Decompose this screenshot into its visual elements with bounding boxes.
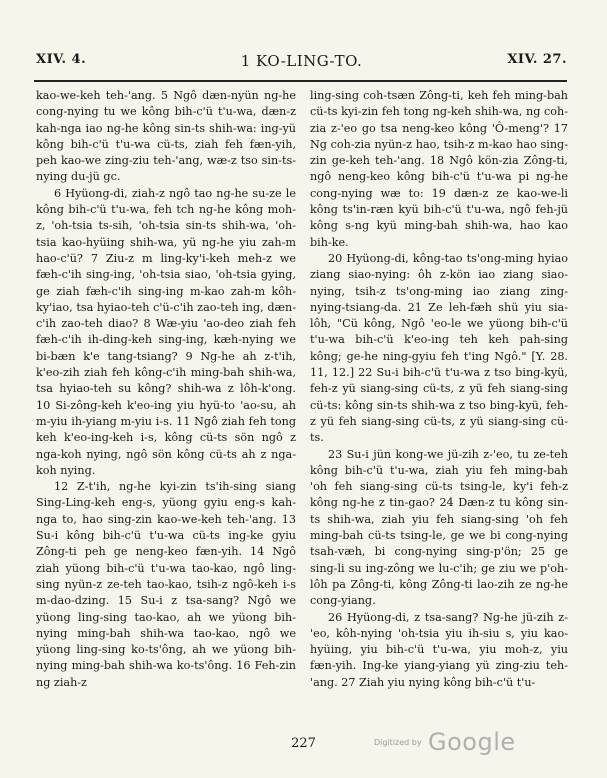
paragraph: 26 Hyüong-di, z tsa-sang? Ng-he jü-zih z-'eo, kôh-nying 'oh-tsia yiu ih-siu s, yiu kao-hyüing, yiu bih-c'ü t'u-wa, yiu moh-z, yiu fæn-yih. Ing-ke yiang-yiang yü zing-ziu teh-'ang. 27 Ziah yiu nying kông bih-c'ü t'u- [310, 610, 568, 689]
paragraph: 20 Hyüong-di, kông-tao ts'ong-ming hyiao ziang siao-nying: ôh z-kön iao ziang siao-nying, tsih-z ts'ong-ming iao ziang zing-nying-tsiang-da. 21 Ze leh-fæh shü yiu sia-lôh, "Cü kông, Ngô 'eo-le we yüong bih-c'ü t'u-wa bih-c'ü k'eo-ing teh keh pah-sing kông; ge-he ning-gyiu feh t'ing Ngô." [Y. 28. 11, 12.] 22 Su-i bih-c'ü t'u-wa z tso bing-kyü, feh-z yü siang-sing cü-ts, z yü feh siang-sing cü-ts: kông sin-ts shih-wa z tso bing-kyü, feh-z yü feh siang-sing cü-ts, z yü siang-sing cü-ts. [310, 251, 568, 445]
paragraph: ling-sing coh-tsæn Zông-ti, keh feh ming-bah cü-ts kyi-zin feh tong ng-keh shih-wa, ng coh-zia z-'eo go tsa neng-keo kông 'Ô-meng'? 17 Ng coh-zia nyün-z hao, tsih-z m-kao hao sing-zin ge-keh teh-'ang. 18 Ngô kön-zia Zông-ti, ngô neng-keo kông bih-c'ü t'u-wa pi ng-he cong-nying wæ to: 19 dæn-z ze kao-we-li kông ts'in-ræn kyü bih-c'ü t'u-wa, ngô feh-jü kông s-ng kyü ming-bah shih-wa, hao kao bih-ke. [310, 89, 568, 249]
header-book-title: 1 KO-LING-TO. [240, 52, 363, 70]
running-header [36, 52, 567, 74]
right-column [310, 88, 568, 691]
header-rule [34, 80, 567, 82]
paragraph: 23 Su-i jün kong-we jü-zih z-'eo, tu ze-teh kông bih-c'ü t'u-wa, ziah yiu feh ming-bah 'oh feh siang-sing cü-ts tsing-le, ky'i feh-z kông ng-he z tin-gao? 24 Dæn-z tu kông sin-ts shih-wa, ziah yiu feh siang-sing 'oh feh ming-bah cü-ts tsing-le, ge we bi cong-nying tsah-væh, bi cong-nying sing-p'ön; 25 ge sing-li su ing-zông we lu-c'ih; ge ziu we p'oh-lôh pa Zông-ti, kông Zông-ti lao-zih ze ng-he cong-yiang. [310, 447, 568, 608]
paragraph: kao-we-keh teh-'ang. 5 Ngô dæn-nyün ng-he cong-nying tu we kông bih-c'ü t'u-wa, dæn-z kah-nga iao ng-he kông sin-ts shih-wa: ing-yü kông bih-c'ü t'u-wa cü-ts, ziah feh fæn-yih, peh kao-we zing-ziu teh-'ang, wæ-z tso sin-ts-nying du-jü gc. [36, 89, 296, 184]
header-chapter-end: XIV. 27. [507, 52, 567, 67]
page-number: 227 [291, 736, 316, 751]
left-column [36, 88, 296, 691]
header-chapter-start: XIV. 4. [36, 52, 87, 67]
digitized-by-label: Digitized by [374, 738, 422, 747]
google-watermark: Google [428, 728, 516, 756]
paragraph: 6 Hyüong-di, ziah-z ngô tao ng-he su-ze le kông bih-c'ü t'u-wa, feh tch ng-he kông moh-z, 'oh-tsia ts-sih, 'oh-tsia sin-ts shih-wa, 'oh-tsia kao-hyüing shih-wa, yü ng-he yiu zah-m hao-c'ü? 7 Ziu-z m ling-ky'i-keh meh-z we fæh-c'ih sing-ing, 'oh-tsia siao, 'oh-tsia gying, ge ziah fæh-c'ih sing-ing m-kao zah-m kôh-ky'iao, tsa hyiao-teh c'ü-c'ih zao-teh ing, dæn-c'ih zao-teh diao? 8 Wæ-yiu 'ao-deo ziah feh fæh-c'ih ih-ding-keh sing-ing, kæh-nying we bi-bæn k'e tang-tsiang? 9 Ng-he ah z-t'ih, k'eo-zih ziah feh kông-c'ih ming-bah shih-wa, tsa hyiao-teh su kông? shih-wa z lôh-k'ong. 10 Si-zông-keh k'eo-ing yiu hyü-to 'ao-su, ah m-yiu ih-yiang m-yiu i-s. 11 Ngô ziah feh tong keh k'eo-ing-keh i-s, kông cü-ts sön ngô z nga-koh nying, ngô sön kông cü-ts ah z nga-koh nying. [36, 186, 296, 477]
paragraph: 12 Z-t'ih, ng-he kyi-zin ts'ih-sing siang Sing-Ling-keh eng-s, yüong gyiu eng-s kah-nga to, hao sing-zin kao-we-keh teh-'ang. 13 Su-i kông bih-c'ü t'u-wa cü-ts ing-ke gyiu Zông-ti peh ge neng-keo fæn-yih. 14 Ngô ziah yüong bih-c'ü t'u-wa tao-kao, ngô ling-sing nyün-z ze-teh tao-kao, tsih-z ngô-keh i-s m-dao-dzing. 15 Su-i z tsa-sang? Ngô we yüong ling-sing tao-kao, ah we yüong bih-nying ming-bah shih-wa tao-kao, ngô we yüong ling-sing ko-ts'ông, ah we yüong bih-nying ming-bah shih-wa ko-ts'ông. 16 Feh-zin ng ziah-z [36, 480, 296, 689]
